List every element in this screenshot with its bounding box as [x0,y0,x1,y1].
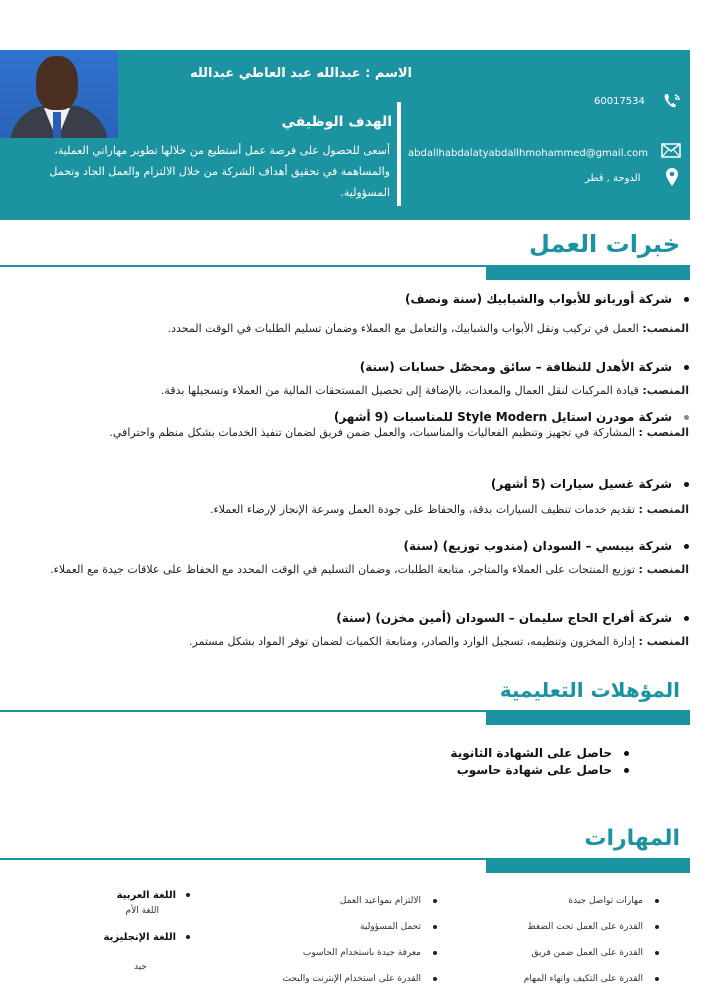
skill-item [527,922,659,932]
skill-text: القدرة على العمل تحت الضغط [527,922,643,932]
company-name: شركة غسيل سيارات (5 أشهر) [490,477,672,491]
role-text: المشاركة في تجهيز وتنظيم الفعاليات والمناسبات، والعمل ضمن فريق لضمان تنفيذ الخدمات بشكل منظم واحترافي. [109,426,636,439]
skill-text: القدرة على التكيف وانهاء المهام [523,974,643,984]
language-level: اللغة الأم [125,906,159,916]
company-name: شركة أوربانو للأبواب والشبابيك (سنة ونصف) [404,292,672,306]
skill-text: معرفة جيدة باستخدام الحاسوب [302,948,421,958]
skill-text: القدرة على استخدام الإنترنت والبحث [282,974,421,984]
role-text: توزيع المنتجات على العملاء والمتاجر، متابعة الطلبات، وضمان التسليم في الوقت المحدد مع الحفاظ على علاقات جيدة مع العملاء. [50,563,636,576]
skill-item [532,948,659,958]
skill-text: الالتزام بمواعيد العمل [339,896,421,906]
profile-photo [0,50,118,138]
role-label: المنصب: [642,384,689,397]
skill-text: تحمل المسؤولية [360,922,421,932]
language-label: اللغة العربية [116,890,176,901]
divider [397,102,401,206]
role-text: تقديم خدمات تنظيف السيارات بدقة، والحفاظ على جودة العمل وسرعة الإنجاز لإرضاء العملاء. [210,503,636,516]
role-text: إدارة المخزون وتنظيمه، تسجيل الوارد والصادر، ومتابعة الكميات لضمان توفر المواد بشكل مستمر. [189,635,636,648]
skill-item [360,922,437,932]
education-text: حاصل على الشهادة الثانوية [450,746,612,760]
company-name: شركة بيبسي – السودان (مندوب توزيع) (سنة) [403,539,672,553]
skill-item [283,974,437,984]
company-name: شركة أفراح الحاج سليمان – السودان (أمين مخزن) (سنة) [336,611,672,625]
language-name [117,890,190,901]
experience-title: خبرات العمل [528,230,680,258]
experience-item [19,611,689,650]
education-text: حاصل على شهادة حاسوب [456,763,612,777]
skill-item [303,948,437,958]
location-pin-icon [666,168,678,190]
phone-icon [662,92,682,114]
role-label: المنصب: [642,322,689,335]
language-name [104,932,191,943]
company-name: شركة الأهدل للنظافة – سائق ومحصّل حسابات (سنة) [359,360,672,374]
skill-text: مهارات تواصل جيدة [568,896,643,906]
section-accent-block [486,712,690,725]
objective-text: أسعى للحصول على فرصة عمل أستطيع من خلالها تطوير مهاراتي العملية، والمساهمة في تحقيق أهداف الشركة من خلال الالتزام والعمل الجاد وتحمل المسؤولية. [49,144,390,199]
section-accent-block [486,860,690,873]
language-level: جيد [133,962,147,972]
role-text: قيادة المركبات لنقل العمال والمعدات، بالإضافة إلى تحصيل المستحقات المالية من العملاء وتسجيلها بدقة. [160,384,639,397]
role-label: المنصب : [638,563,689,576]
role-label: المنصب : [638,635,689,648]
role-label: المنصب : [638,503,689,516]
role-text: العمل في تركيب ونقل الأبواب والشبابيك، والتعامل مع العملاء وضمان تسليم الطلبات في الوقت المحدد. [167,322,639,335]
location-text: الدوحة , قطر [585,173,641,184]
email-address: abdallhabdalatyabdallhmohammed@gmail.com [408,148,649,159]
email-icon [661,143,681,162]
experience-item [19,410,689,441]
phone-number: 60017534 [594,96,645,107]
skill-text: القدرة على العمل ضمن فريق [531,948,643,958]
candidate-name: الاسم : عبدالله عبد العاطي عبدالله [189,66,412,81]
skills-title: المهارات [584,826,680,851]
language-label: اللغة الإنجليزية [103,932,176,943]
experience-item [19,539,689,578]
experience-item [19,360,689,399]
skill-item [524,974,659,984]
objective-title: الهدف الوظيفي [281,114,392,130]
education-item [457,762,629,778]
role-label: المنصب : [638,426,689,439]
education-title: المؤهلات التعليمية [499,678,680,702]
experience-item [19,292,689,337]
skill-item [340,896,437,906]
section-accent-block [486,267,690,280]
experience-item [19,477,689,518]
skill-item [568,896,659,906]
education-item [450,745,629,761]
company-name: شركة مودرن استايل Style Modern للمناسبات (9 أشهر) [333,410,672,424]
